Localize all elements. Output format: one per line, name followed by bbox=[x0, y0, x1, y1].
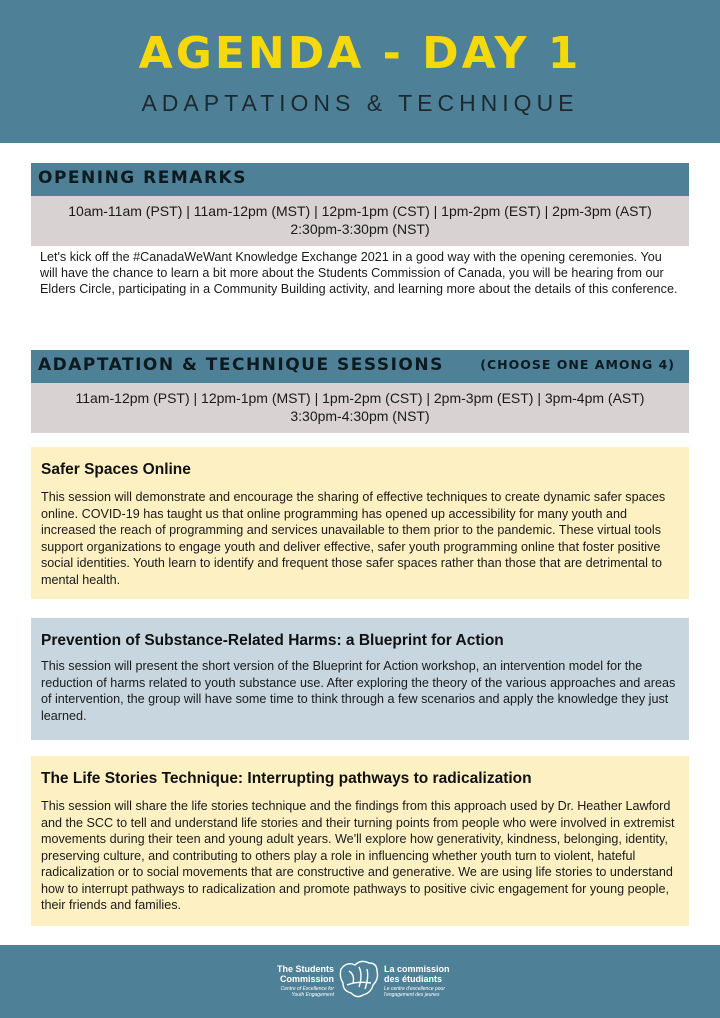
sessions-title: ADAPTATION & TECHNIQUE SESSIONS bbox=[38, 355, 444, 375]
sessions-times bbox=[31, 383, 689, 433]
opening-remarks-times bbox=[31, 196, 689, 246]
page-footer bbox=[0, 945, 720, 1018]
page-subtitle: ADAPTATIONS & TECHNIQUE bbox=[141, 90, 579, 116]
session-title: The Life Stories Technique: Interrupting pathways to radicalization bbox=[41, 770, 532, 787]
session-title: Prevention of Substance-Related Harms: a Blueprint for Action bbox=[41, 632, 504, 649]
logo-text-french: La commission des étudiants Le centre d'excellence pour l'engagement des jeunes bbox=[384, 964, 450, 998]
opening-remarks-description: Let's kick off the #CanadaWeWant Knowledge Exchange 2021 in a good way with the opening ceremonies. You will have the chance to learn a bit more about the Students Commission of Canada, you will be hearing from our Elders Circle, participating in a Community Building activity, and learning more about the details of this conference. bbox=[40, 250, 678, 296]
sessions-note: (CHOOSE ONE AMONG 4) bbox=[480, 357, 675, 372]
session-card-safer-spaces bbox=[31, 447, 689, 599]
session-description: This session will share the life stories technique and the findings from this approach used by Dr. Heather Lawford and the SCC to tell and understand life stories and their turning points from people who were involved in extremist movements during their teen and young adult years. We'll explore how generativity, kindness, belonging, identity, preserving culture, and contributing to others play a role in influencing whether youth turn to violent, hateful radicalization or to social movements that are constructive and generative. We are using life stories to understand how to interrupt pathways to radicalization and promote pathways to positive civic engagement for young people, their friends and families. bbox=[41, 799, 675, 912]
session-title: Safer Spaces Online bbox=[41, 461, 191, 478]
page-header bbox=[0, 0, 720, 143]
session-card-substance-harms bbox=[31, 618, 689, 740]
session-description: This session will present the short version of the Blueprint for Action workshop, an intervention model for the reduction of harms related to youth substance use. After exploring the theory of the various approaches and areas of intervention, the group will have some time to think through a few scenarios and apply the knowledge they just learned. bbox=[41, 659, 676, 723]
sessions-times-line1: 11am-12pm (PST) | 12pm-1pm (MST) | 1pm-2pm (CST) | 2pm-3pm (EST) | 3pm-4pm (AST) bbox=[75, 390, 645, 406]
sessions-times-line2: 3:30pm-4:30pm (NST) bbox=[290, 408, 430, 424]
opening-times-line2: 2:30pm-3:30pm (NST) bbox=[290, 221, 430, 237]
opening-remarks-title: OPENING REMARKS bbox=[38, 168, 247, 188]
opening-remarks-bar bbox=[31, 163, 689, 196]
students-commission-emblem-icon bbox=[337, 957, 381, 1001]
opening-times-line1: 10am-11am (PST) | 11am-12pm (MST) | 12pm-1pm (CST) | 1pm-2pm (EST) | 2pm-3pm (AST) bbox=[68, 203, 652, 219]
logo-text-english: The Students Commission Centre of Excellence for Youth Engagement bbox=[276, 964, 334, 998]
sessions-bar bbox=[31, 350, 689, 383]
session-card-life-stories bbox=[31, 756, 689, 926]
session-description: This session will demonstrate and encourage the sharing of effective techniques to create dynamic safer spaces online. COVID-19 has taught us that online programming has opened up accessibility for many youth and increased the reach of programming and services unavailable to them prior to the pandemic. These virtual tools support organizations to engage youth and deliver effective, safer youth programming online that foster positive social identities. Youth learn to identify and frequent those safer spaces rather than those that are detrimental to mental health. bbox=[41, 490, 666, 587]
page-title: AGENDA - DAY 1 bbox=[138, 28, 582, 79]
